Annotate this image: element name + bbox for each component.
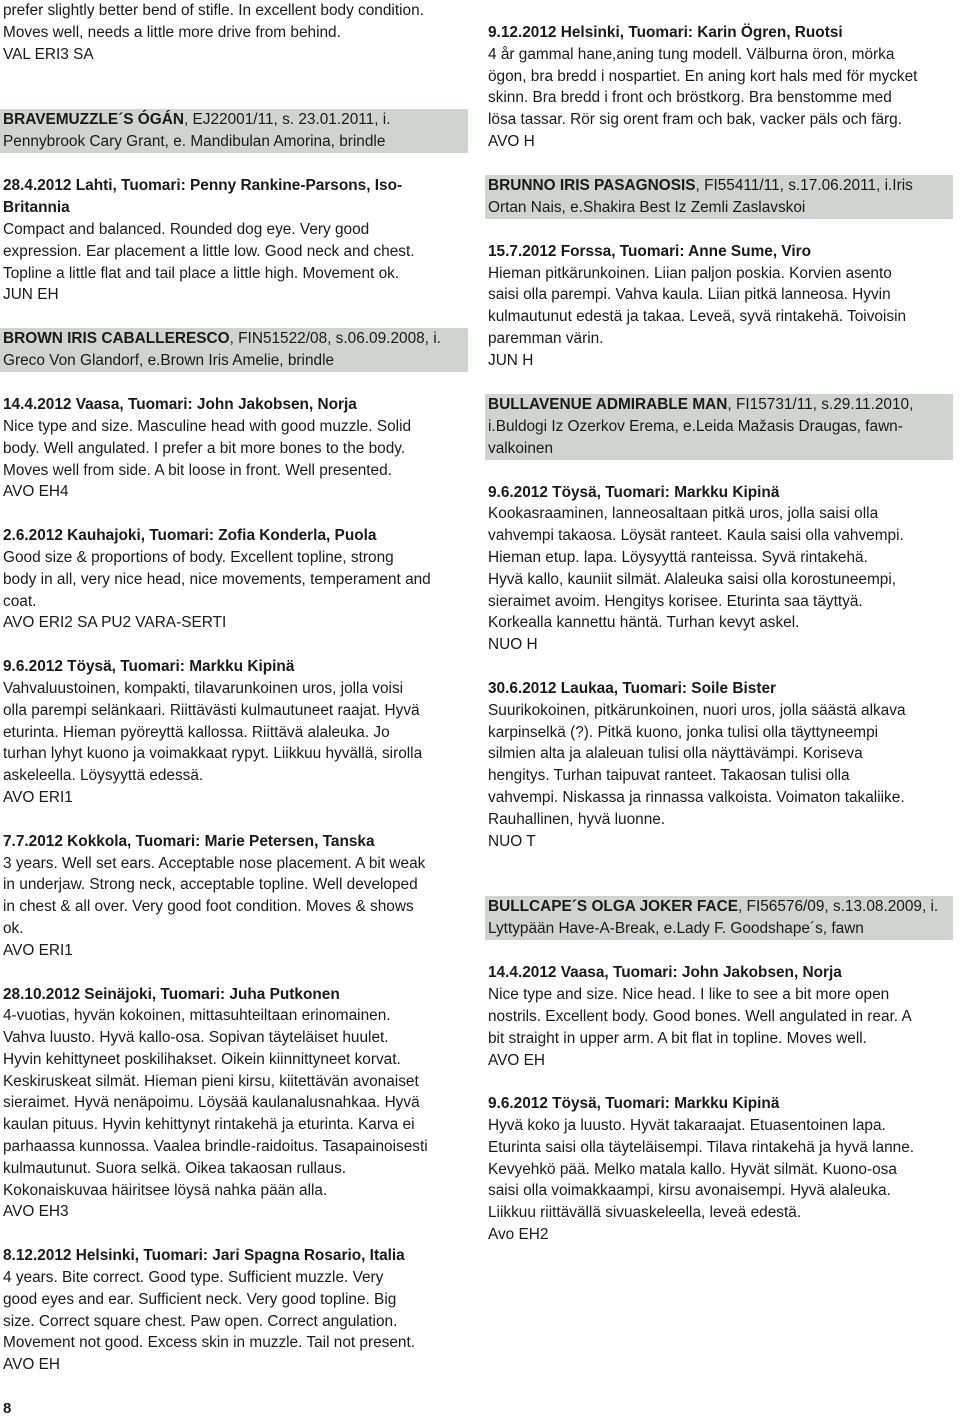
show-result: [3, 394, 471, 503]
critique-line: vahvempi. Niskassa ja rinnassa valkoista. Voimaton takaliike.: [488, 788, 905, 806]
dog-pedigree: Lyttypään Have-A-Break, e.Lady F. Goodshape´s, fawn: [488, 920, 864, 938]
critique-line: coat.: [3, 592, 37, 610]
result-line: AVO ERI1: [3, 788, 73, 806]
critique-line: expression. Ear placement a little low. Good neck and chest.: [3, 242, 415, 260]
dog-pedigree: i.Buldogi Iz Ozerkov Erema, e.Leida Mažasis Draugas, fawn-: [488, 417, 903, 435]
result-line: AVO H: [488, 132, 535, 150]
dog-name: BRUNNO IRIS PASAGNOSIS: [488, 176, 696, 194]
critique-line: olla parempi selänkaari. Riittävästi kulmautuneet raajat. Hyvä: [3, 701, 420, 719]
result-line: AVO ERI1: [3, 941, 73, 959]
critique-line: Topline a little flat and tail place a little high. Movement ok.: [3, 264, 400, 282]
show-heading: 15.7.2012 Forssa, Tuomari: Anne Sume, Viro: [488, 242, 812, 260]
critique-line: bit straight in upper arm. A bit flat in topline. Moves well.: [488, 1029, 867, 1047]
show-heading: 9.12.2012 Helsinki, Tuomari: Karin Ögren, Ruotsi: [488, 24, 843, 41]
show-result: [488, 482, 956, 656]
critique-line: kulmautunut. Suora selkä. Oikea takaosan rullaus.: [3, 1159, 347, 1177]
result-line: JUN H: [488, 351, 534, 369]
critique-line: Kevyehkö pää. Melko matala kallo. Hyvät silmät. Kuono-osa: [488, 1160, 897, 1178]
dog-pedigree: Pennybrook Cary Grant, e. Mandibulan Amorina, brindle: [3, 133, 386, 151]
critique-line: Suurikokoinen, pitkärunkoinen, nuori uros, jolla säästä alkava: [488, 701, 906, 719]
show-heading: 9.6.2012 Töysä, Tuomari: Markku Kipinä: [488, 483, 780, 501]
show-heading: 8.12.2012 Helsinki, Tuomari: Jari Spagna Rosario, Italia: [3, 1247, 405, 1265]
critique-line: good eyes and ear. Sufficient neck. Very good topline. Big: [3, 1290, 397, 1308]
dog-details: , FI15731/11, s.29.11.2010,: [727, 395, 914, 413]
critique-line: Eturinta saisi olla täyteläisempi. Tilava rintakehä ja hyvä lanne.: [488, 1138, 915, 1156]
critique-line: body. Well angulated. I prefer a bit more bones to the body.: [3, 439, 406, 457]
critique-line: kulmautunut edestä ja takaa. Leveä, syvä rintakehä. Toivoisin: [488, 308, 907, 326]
critique-line: Korkealla kannettu häntä. Turhan kevyt askel.: [488, 614, 800, 632]
right-column: [488, 0, 956, 1246]
show-heading: 30.6.2012 Laukaa, Tuomari: Soile Bister: [488, 679, 776, 697]
dog-entry-brunno-iris: [485, 175, 953, 219]
critique-line: Moves well from side. A bit loose in front. Well presented.: [3, 461, 392, 479]
critique-line: Nice type and size. Nice head. I like to see a bit more open: [488, 986, 890, 1004]
critique-line: Liikkuu riittävällä sivuaskeleella, leveä edestä.: [488, 1204, 802, 1222]
dog-pedigree: Greco Von Glandorf, e.Brown Iris Amelie, brindle: [3, 352, 335, 370]
critique-line: Moves well, needs a little more drive from behind.: [3, 23, 341, 41]
dog-entry-brown-iris: [0, 328, 468, 372]
dog-details: , FIN51522/08, s.06.09.2008, i.: [229, 330, 441, 348]
critique-line: prefer slightly better bend of stifle. In excellent body condition.: [3, 2, 424, 19]
critique-line: askeleella. Löysyyttä edessä.: [3, 767, 204, 785]
dog-pedigree: Ortan Nais, e.Shakira Best Iz Zemli Zaslavskoi: [488, 198, 806, 216]
show-result: [3, 831, 471, 962]
critique-line: 4 years. Bite correct. Good type. Sufficient muzzle. Very: [3, 1269, 384, 1287]
show-heading: Britannia: [3, 199, 70, 217]
critique-line: 3 years. Well set ears. Acceptable nose placement. A bit weak: [3, 854, 426, 872]
dog-details: , EJ22001/11, s. 23.01.2011, i.: [183, 111, 391, 129]
left-column: [3, 0, 471, 1376]
show-heading: 9.6.2012 Töysä, Tuomari: Markku Kipinä: [488, 1095, 780, 1113]
critique-line: 4-vuotias, hyvän kokoinen, mittasuhteiltaan erinomainen.: [3, 1007, 391, 1025]
show-result: [488, 22, 956, 153]
critique-line: Movement not good. Excess skin in muzzle. Tail not present.: [3, 1334, 416, 1352]
critique-line: saisi olla parempi. Vahva kaula. Liian pitkä lanneosa. Hyvin: [488, 286, 891, 304]
critique-continued: [3, 0, 471, 65]
dog-name: BULLAVENUE ADMIRABLE MAN: [488, 395, 728, 413]
critique-line: Vahvaluustoinen, kompakti, tilavarunkoinen uros, jolla voisi: [3, 679, 404, 697]
show-result: [3, 175, 471, 306]
critique-line: 4 år gammal hane,aning tung modell. Välburna öron, mörka: [488, 45, 895, 63]
result-line: AVO EH: [488, 1051, 546, 1069]
critique-line: Compact and balanced. Rounded dog eye. Very good: [3, 220, 370, 238]
show-result: [3, 656, 471, 809]
result-line: AVO EH3: [3, 1203, 69, 1221]
critique-line: kaulan pituus. Hyvin kehittynyt rintakehä ja eturinta. Karva ei: [3, 1116, 415, 1134]
critique-line: Kookasraaminen, lanneosaltaan pitkä uros, jolla saisi olla: [488, 505, 879, 523]
show-result: [488, 1093, 956, 1246]
show-result: [3, 984, 471, 1224]
critique-line: size. Correct square chest. Paw open. Correct angulation.: [3, 1312, 398, 1330]
critique-line: Hieman etup. lapa. Löysyyttä ranteissa. Syvä rintakehä.: [488, 548, 868, 566]
critique-line: Keskiruskeat silmät. Hieman pieni kirsu, kiitettävän avonaiset: [3, 1072, 419, 1090]
critique-line: Hyvä kallo, kauniit silmät. Alaleuka saisi olla korostuneempi,: [488, 570, 897, 588]
critique-line: vahvempi takaosa. Löysät ranteet. Kaula saisi olla vahvempi.: [488, 527, 904, 545]
dog-name: BRAVEMUZZLE´S ÓGÁN: [3, 111, 184, 129]
critique-line: turhan lyhyt kuono ja voimakkaat rypyt. Liikkuu hyvällä, sirolla: [3, 745, 423, 763]
result-line: Avo EH2: [488, 1226, 549, 1244]
critique-line: nostrils. Excellent body. Good bones. Well angulated in rear. A: [488, 1007, 912, 1025]
show-heading: 14.4.2012 Vaasa, Tuomari: John Jakobsen, Norja: [488, 964, 842, 982]
show-heading: 28.10.2012 Seinäjoki, Tuomari: Juha Putkonen: [3, 985, 340, 1003]
critique-line: Hyvä koko ja luusto. Hyvät takaraajat. Etuasentoinen lapa.: [488, 1117, 886, 1135]
critique-line: sieraimet avoim. Hengitys korisee. Eturinta saa täyttyä.: [488, 592, 863, 610]
critique-line: Nice type and size. Masculine head with good muzzle. Solid: [3, 417, 412, 435]
critique-line: in underjaw. Strong neck, acceptable topline. Well developed: [3, 876, 418, 894]
critique-line: parhaassa kunnossa. Vaalea brindle-raidoitus. Tasapainoisesti: [3, 1138, 428, 1156]
critique-line: saisi olla voimakkaampi, kirsu avonaisempi. Hyvä alaleuka.: [488, 1182, 891, 1200]
show-result: [488, 962, 956, 1071]
critique-line: karpinselkä (?). Pitkä kuono, jonka tulisi olla täyttyneempi: [488, 723, 879, 741]
dog-entry-bullavenue: [485, 394, 953, 460]
critique-line: sieraimet. Hyvä nenäpoimu. Löysää kaulanalusnahkaa. Hyvä: [3, 1094, 420, 1112]
critique-line: silmien alta ja alaleuan tulisi olla näyttävämpi. Koriseva: [488, 745, 863, 763]
critique-line: Good size & proportions of body. Excellent topline, strong: [3, 548, 394, 566]
show-heading: 7.7.2012 Kokkola, Tuomari: Marie Petersen, Tanska: [3, 832, 375, 850]
dog-entry-bravemuzzle: [0, 109, 468, 153]
show-heading: 28.4.2012 Lahti, Tuomari: Penny Rankine-Parsons, Iso-: [3, 177, 403, 195]
result-line: AVO EH4: [3, 483, 69, 501]
show-result: [488, 678, 956, 852]
dog-details: , FI56576/09, s.13.08.2009, i.: [737, 898, 939, 916]
dog-name: BULLCAPE´S OLGA JOKER FACE: [488, 898, 738, 916]
dog-pedigree: valkoinen: [488, 439, 554, 457]
dog-name: BROWN IRIS CABALLERESCO: [3, 330, 230, 348]
result-line: JUN EH: [3, 286, 59, 304]
critique-line: ok.: [3, 919, 24, 937]
result-line: AVO EH: [3, 1356, 61, 1374]
show-heading: 14.4.2012 Vaasa, Tuomari: John Jakobsen, Norja: [3, 396, 357, 414]
critique-line: skinn. Bra bredd i front och bröstkorg. Bra benstomme med: [488, 89, 892, 107]
dog-entry-bullcape: [485, 896, 953, 940]
critique-line: paremman värin.: [488, 329, 604, 347]
show-heading: 2.6.2012 Kauhajoki, Tuomari: Zofia Konderla, Puola: [3, 527, 377, 545]
critique-line: ögon, bra bredd i nospartiet. En aning kort hals med för mycket: [488, 67, 918, 85]
critique-line: in chest & all over. Very good foot condition. Moves & shows: [3, 898, 414, 916]
critique-line: Kokonaiskuvaa häiritsee löysä nahka pään alla.: [3, 1181, 328, 1199]
show-result: [488, 241, 956, 372]
dog-details: , FI55411/11, s.17.06.2011, i.Iris: [695, 176, 913, 194]
critique-line: body in all, very nice head, nice movements, temperament and: [3, 570, 431, 588]
show-result: [3, 1245, 471, 1376]
result-line: NUO H: [488, 636, 538, 654]
critique-line: Hieman pitkärunkoinen. Liian paljon poskia. Korvien asento: [488, 264, 892, 282]
show-heading: 9.6.2012 Töysä, Tuomari: Markku Kipinä: [3, 658, 295, 676]
page-number: 8: [3, 1400, 12, 1417]
critique-line: Vahva luusto. Hyvä kallo-osa. Sopivan täyteläiset huulet.: [3, 1029, 389, 1047]
result-line: NUO T: [488, 832, 536, 850]
critique-line: eturinta. Hieman pyöreyttä kallossa. Riittävä alaleuka. Jo: [3, 723, 390, 741]
critique-line: Rauhallinen, hyvä luonne.: [488, 810, 666, 828]
critique-line: hengitys. Turhan taipuvat ranteet. Takaosan tulisi olla: [488, 767, 850, 785]
critique-line: Hyvin kehittyneet poskilihakset. Oikein kiinnittyneet korvat.: [3, 1050, 401, 1068]
critique-line: lösa tassar. Rör sig orent fram och bak, vacker päls och färg.: [488, 111, 903, 129]
result-line: VAL ERI3 SA: [3, 45, 94, 63]
show-result: [3, 525, 471, 634]
result-line: AVO ERI2 SA PU2 VARA-SERTI: [3, 614, 227, 632]
